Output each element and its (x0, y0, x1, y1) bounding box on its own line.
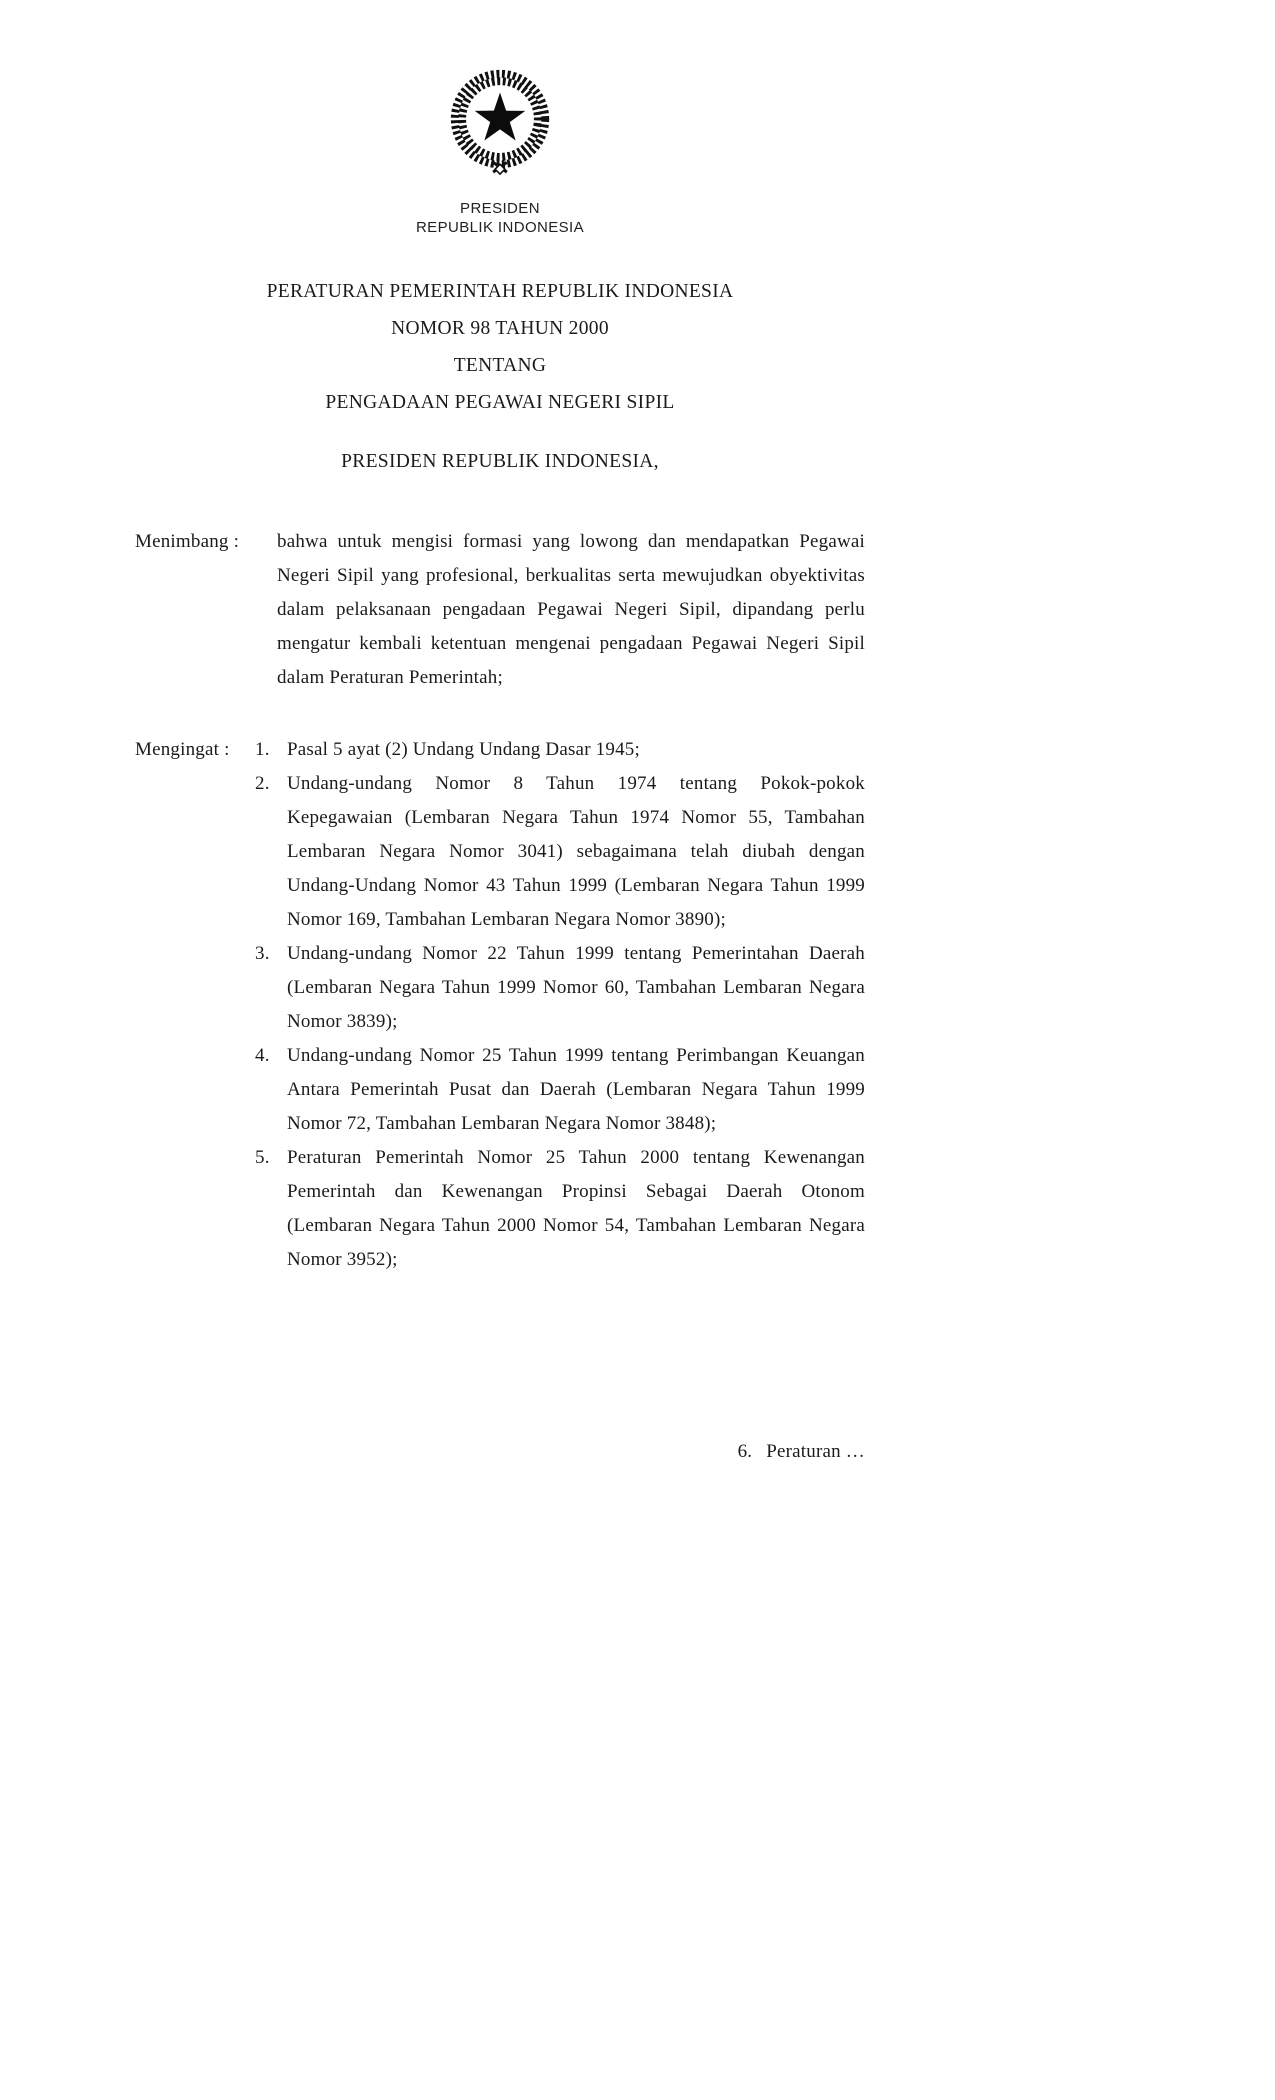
list-item (255, 1141, 865, 1277)
list-item-number: 1. (255, 739, 270, 760)
list-item-number: 2. (255, 773, 270, 794)
catchword-number: 6. (737, 1441, 753, 1462)
list-item (255, 1039, 865, 1141)
list-item-text: Undang-undang Nomor 25 Tahun 1999 tentang Perimbangan Keuangan Antara Pemerintah Pusat dan Daerah (Lembaran Negara Tahun 1999 Nomor 72, Tambahan Lembaran Negara Nomor 3848); (287, 1045, 865, 1134)
list-item-text: Pasal 5 ayat (2) Undang Undang Dasar 1945; (287, 739, 640, 760)
list-item (255, 937, 865, 1039)
preamble-opening: PRESIDEN REPUBLIK INDONESIA, (341, 451, 659, 472)
document-content (135, 0, 865, 2100)
mengingat-list (255, 733, 865, 1277)
list-item-text: Undang-undang Nomor 8 Tahun 1974 tentang Pokok-pokok Kepegawaian (Lembaran Negara Tahun 1974 Nomor 55, Tambahan Lembaran Negara Nomor 3041) sebagaimana telah diubah dengan Undang-Undang Nomor 43 Tahun 1999 (Lembaran Negara Tahun 1999 Nomor 169, Tambahan Lembaran Negara Nomor 3890); (287, 773, 865, 930)
regulation-title-line2: NOMOR 98 TAHUN 2000 (391, 318, 609, 339)
list-item (255, 767, 865, 937)
presidential-seal-icon (441, 60, 559, 182)
page-catchword (738, 1441, 865, 1463)
list-item-number: 3. (255, 943, 270, 964)
section-mengingat (135, 733, 865, 1277)
regulation-title-line3: TENTANG (453, 355, 547, 376)
catchword-text: Peraturan … (766, 1441, 865, 1462)
regulation-title-line1: PERATURAN PEMERINTAH REPUBLIK INDONESIA (266, 281, 734, 302)
list-item-number: 4. (255, 1045, 270, 1066)
list-item (255, 733, 865, 767)
letterhead-line-presiden: PRESIDEN (460, 200, 540, 217)
list-item-text: Undang-undang Nomor 22 Tahun 1999 tentang Pemerintahan Daerah (Lembaran Negara Tahun 1999 Nomor 60, Tambahan Lembaran Negara Nomor 3839); (287, 943, 865, 1032)
menimbang-text: bahwa untuk mengisi formasi yang lowong dan mendapatkan Pegawai Negeri Sipil yang profesional, berkualitas serta mewujudkan obyektivitas dalam pelaksanaan pengadaan Pegawai Negeri Sipil, dipandang perlu mengatur kembali ketentuan mengenai pengadaan Pegawai Negeri Sipil dalam Peraturan Pemerintah; (277, 531, 865, 688)
regulation-title-line4: PENGADAAN PEGAWAI NEGERI SIPIL (325, 392, 675, 413)
emblem-container (135, 60, 865, 237)
list-item-number: 5. (255, 1147, 270, 1168)
letterhead-line-republik: REPUBLIK INDONESIA (415, 219, 585, 236)
regulation-title-block (135, 273, 865, 421)
section-menimbang (135, 525, 865, 695)
menimbang-label: Menimbang : (135, 531, 240, 552)
list-item-text: Peraturan Pemerintah Nomor 25 Tahun 2000 tentang Kewenangan Pemerintah dan Kewenangan Propinsi Sebagai Daerah Otonom (Lembaran Negara Tahun 2000 Nomor 54, Tambahan Lembaran Negara Nomor 3952); (287, 1147, 865, 1270)
mengingat-label: Mengingat : (135, 739, 230, 760)
letterhead (135, 199, 865, 237)
